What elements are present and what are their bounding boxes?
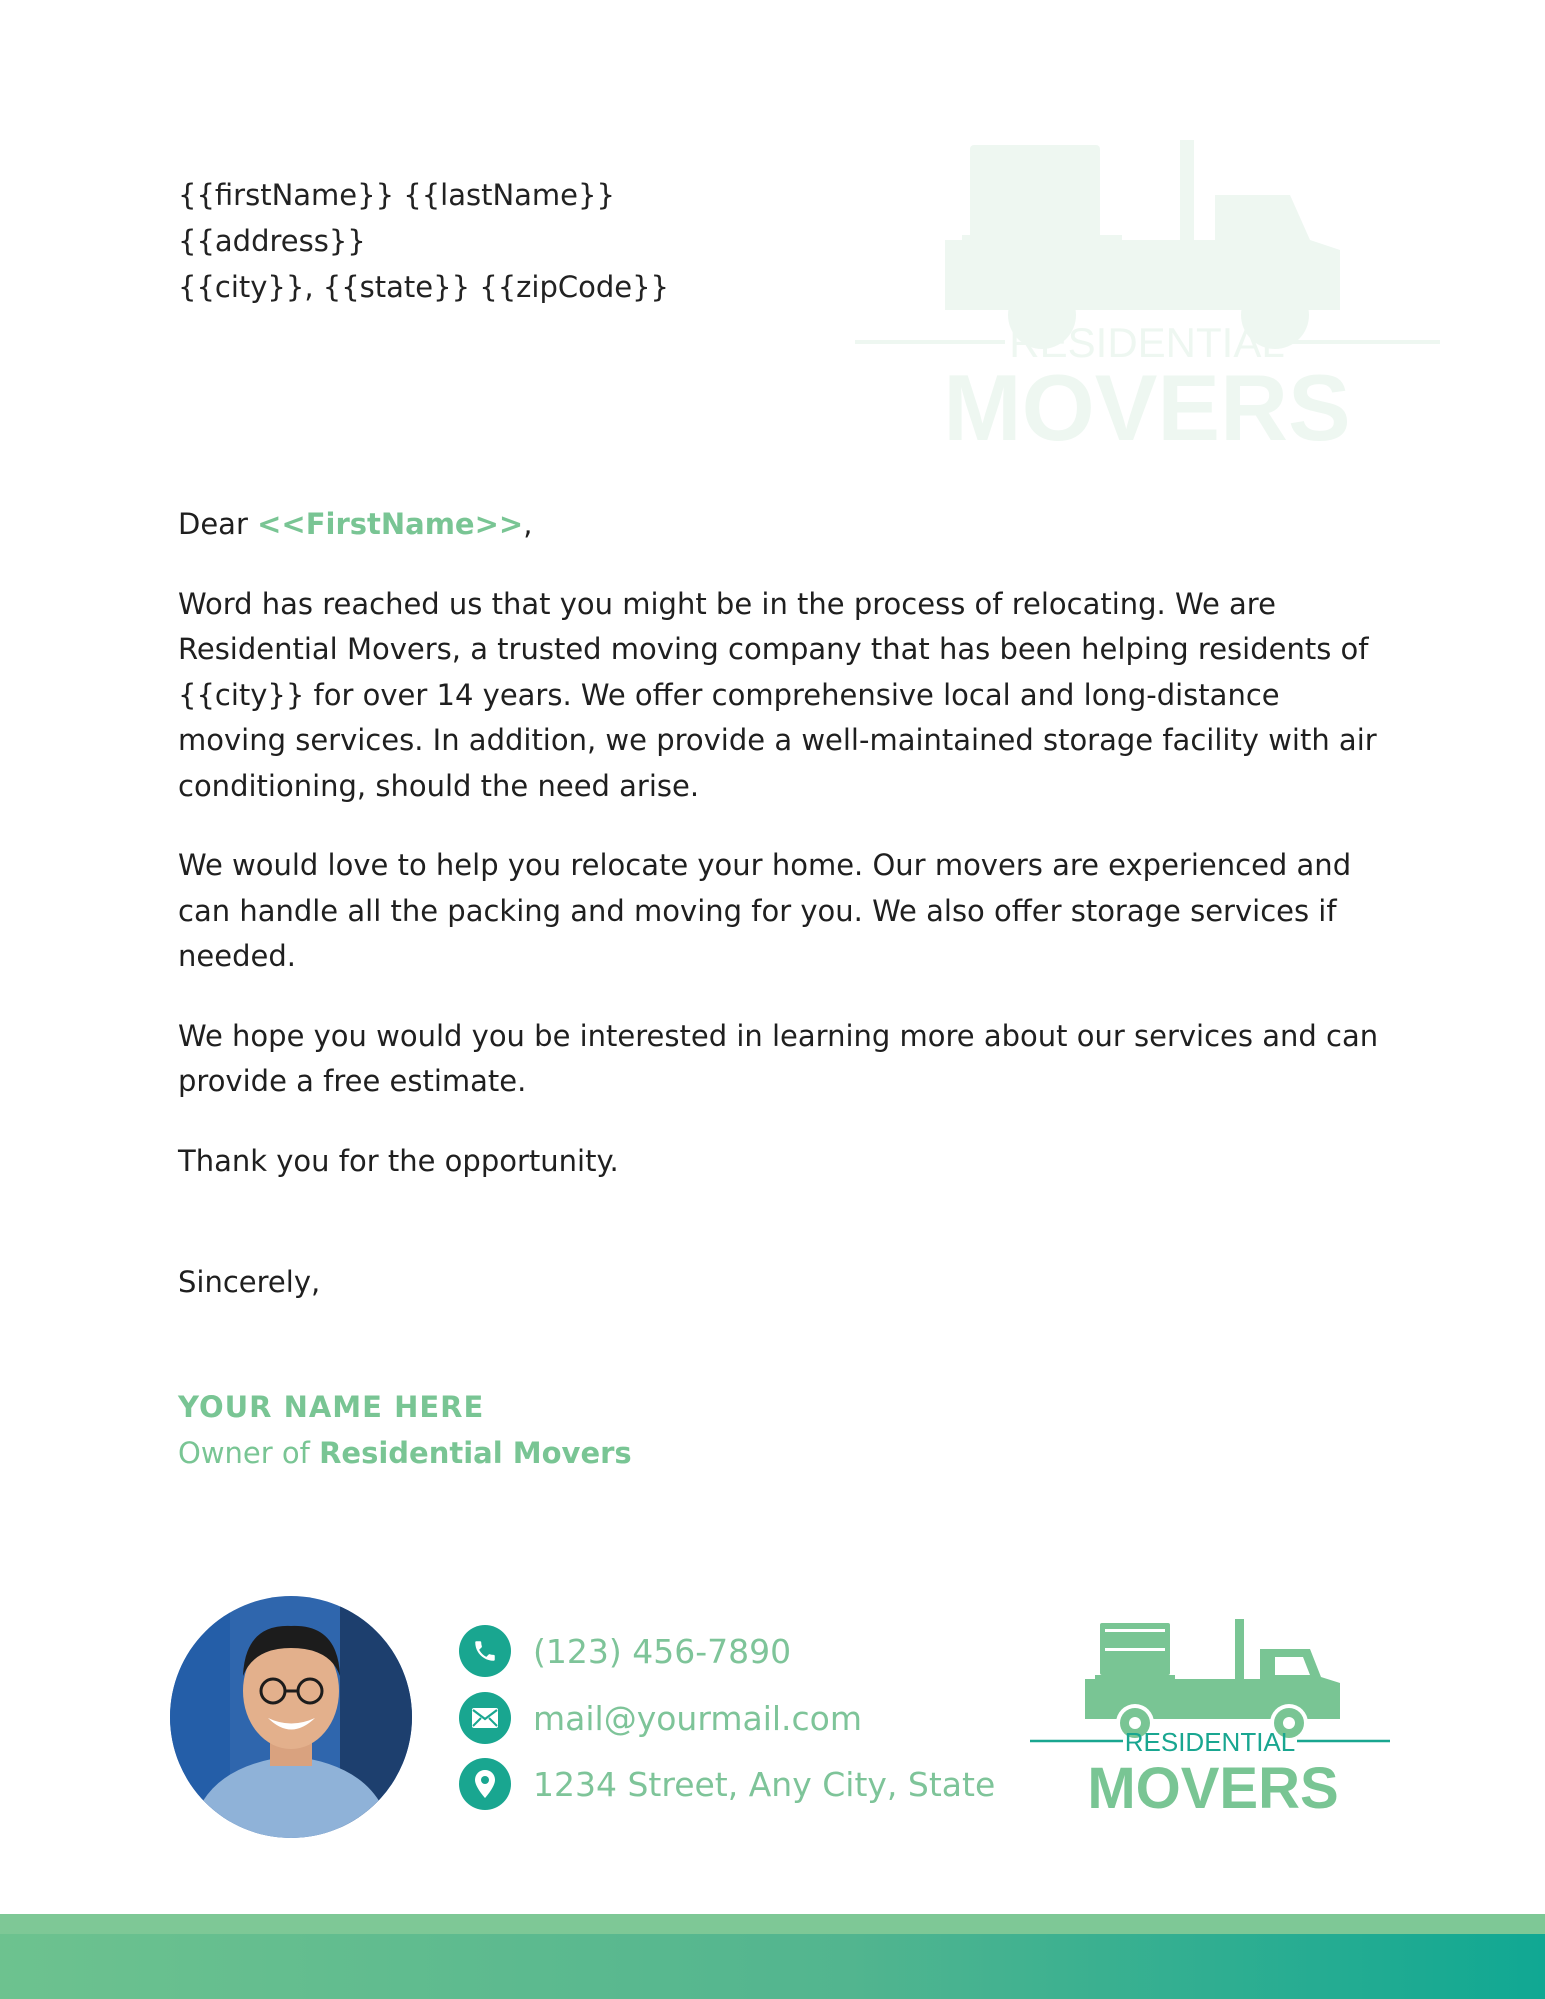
company-logo: [1025, 1615, 1395, 1815]
contact-email: [459, 1692, 862, 1744]
paragraph-estimate: We hope you would you be interested in learning more about our services and can provide a free estimate.: [178, 1018, 1379, 1098]
letter-body: [178, 502, 1388, 1218]
logo-word-movers: MOVERS: [1087, 1756, 1339, 1815]
mail-icon: [459, 1692, 511, 1744]
paragraph-thanks: Thank you for the opportunity.: [178, 1143, 619, 1178]
watermark-word-residential: RESIDENTIAL: [1009, 319, 1285, 366]
contact-address: [459, 1758, 995, 1810]
salutation: [178, 502, 1388, 548]
footer-band: [0, 1934, 1545, 1999]
contact-email-text: mail@yourmail.com: [533, 1698, 863, 1738]
recipient-street: {{address}}: [178, 224, 366, 258]
truck-icon: [945, 140, 1340, 349]
phone-icon: [459, 1625, 511, 1677]
watermark-word-movers: MOVERS: [943, 355, 1351, 455]
closing: Sincerely,: [178, 1265, 321, 1299]
recipient-name: {{firstName}} {{lastName}}: [178, 178, 615, 212]
logo-word-residential: RESIDENTIAL: [1124, 1727, 1296, 1757]
salutation-firstname-placeholder: <<FirstName>>: [257, 507, 524, 541]
signature-title: [178, 1436, 632, 1470]
contact-phone: [459, 1625, 791, 1677]
paragraph-intro: Word has reached us that you might be in the process of relocating. We are Residential Movers, a trusted moving company that has been helping residents of {{city}} for over 14 years. We offer comprehensive local and long-distance moving services. In addition, we provide a well-maintained storage facility with air conditioning, should the need arise.: [178, 586, 1377, 803]
location-pin-icon: [459, 1758, 511, 1810]
recipient-city-state-zip: {{city}}, {{state}} {{zipCode}}: [178, 270, 669, 304]
contact-address-text: 1234 Street, Any City, State: [533, 1764, 996, 1804]
footer-band-top: [0, 1914, 1545, 1934]
signature-company: Residential Movers: [319, 1436, 632, 1470]
signature-name: YOUR NAME HERE: [178, 1390, 485, 1424]
paragraph-services: We would love to help you relocate your home. Our movers are experienced and can handle all the packing and moving for you. We also offer storage services if needed.: [178, 848, 1352, 973]
truck-icon: [1085, 1619, 1340, 1742]
avatar-photo: [170, 1596, 412, 1838]
salutation-suffix: ,: [523, 507, 533, 541]
recipient-address-block: [178, 172, 669, 310]
watermark-logo: [850, 135, 1445, 455]
signature-title-prefix: Owner of: [178, 1436, 320, 1470]
salutation-prefix: Dear: [178, 507, 258, 541]
avatar: [170, 1596, 412, 1838]
contact-phone-text: (123) 456-7890: [533, 1631, 792, 1671]
